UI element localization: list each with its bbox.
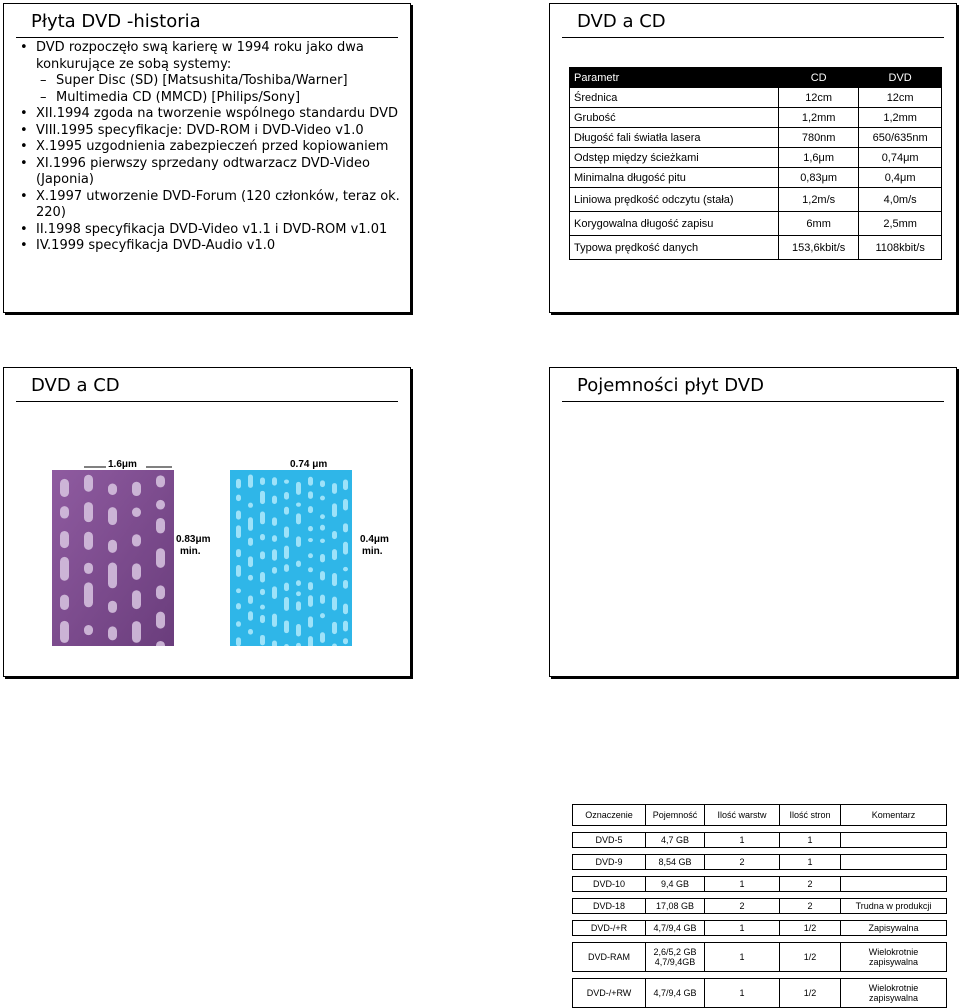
table-cell: Zapisywalna: [841, 921, 947, 936]
pit: [84, 532, 93, 550]
list-item: • X.1995 uzgodnienia zabezpieczeń przed kopiowaniem: [16, 139, 401, 156]
pit: [260, 511, 265, 524]
pit: [308, 477, 313, 486]
dvd-pits-micrograph: [230, 470, 352, 646]
pit: [248, 556, 253, 567]
pit: [132, 534, 141, 546]
table-cell: Wielokrotnie zapisywalna: [841, 943, 947, 972]
table-cell: 1: [705, 979, 780, 1008]
table-cell: DVD-10: [573, 877, 646, 892]
table-row: [573, 855, 947, 870]
pit: [284, 507, 289, 515]
cd-min-label: min.: [180, 546, 201, 557]
table-row: [573, 877, 947, 892]
pit: [296, 513, 301, 524]
pit: [260, 635, 265, 645]
pit: [60, 557, 69, 581]
pit: [308, 491, 313, 499]
table-cell: DVD-5: [573, 833, 646, 848]
pit: [308, 616, 313, 627]
pit: [308, 582, 313, 590]
pit: [236, 603, 241, 609]
pit: [343, 499, 348, 511]
slide-dvd-vs-cd-table: [549, 3, 957, 313]
table-cell: 1: [705, 921, 780, 936]
pit: [156, 585, 165, 599]
pit: [108, 507, 117, 525]
table-cell: DVD-18: [573, 899, 646, 914]
pit: [343, 604, 348, 615]
pit: [308, 526, 313, 531]
pit: [108, 563, 117, 589]
slide-dvd-history: [3, 3, 411, 313]
pit: [308, 506, 313, 513]
slide-title: DVD a CD: [577, 11, 666, 32]
table-cell: 6mm: [779, 212, 859, 236]
header-cell: Oznaczenie: [573, 805, 646, 826]
table-header-row: [573, 805, 947, 826]
pit: [320, 554, 325, 562]
table-cell: 2,5mm: [859, 212, 942, 236]
header-cell: Ilość warstw: [705, 805, 780, 826]
cd-track-pitch-label: 1.6μm: [108, 459, 137, 470]
pit: [108, 540, 117, 553]
pit: [296, 601, 301, 610]
pit: [108, 601, 117, 613]
table-cell: 1108kbit/s: [859, 236, 942, 260]
pit: [60, 595, 69, 610]
table-cell: 2: [705, 899, 780, 914]
pit: [308, 636, 313, 646]
pit: [296, 591, 301, 596]
pit: [236, 565, 241, 577]
dvd-min-label: min.: [362, 546, 383, 557]
table-cell: 17,08 GB: [646, 899, 705, 914]
pit: [272, 517, 277, 526]
table-cell: 12cm: [779, 88, 859, 108]
pit: [236, 621, 241, 627]
pit: [60, 506, 69, 518]
table-cell: 1/2: [780, 943, 841, 972]
table-cell: 1: [780, 855, 841, 870]
pit: [320, 496, 325, 501]
pit: [284, 564, 289, 572]
list-item: – Multimedia CD (MMCD) [Philips/Sony]: [16, 90, 401, 107]
capacity-table: [572, 804, 947, 1008]
pit: [296, 624, 301, 636]
pit: [320, 595, 325, 604]
table-cell: 0,4μm: [859, 168, 942, 188]
table-row: [573, 979, 947, 1008]
pit: [132, 482, 141, 496]
table-cell: Minimalna długość pitu: [570, 168, 779, 188]
pit: [236, 525, 241, 538]
pit: [343, 567, 348, 572]
table-cell: 2: [780, 899, 841, 914]
pit: [332, 597, 337, 611]
slide-pit-comparison: [3, 367, 411, 677]
pit: [236, 588, 241, 593]
pit: [248, 595, 253, 603]
table-row: [570, 168, 942, 188]
pit: [272, 614, 277, 627]
pit: [343, 580, 348, 589]
pit: [108, 626, 117, 640]
table-row: [573, 899, 947, 914]
pit: [296, 482, 301, 495]
dvd-track-pitch-label: 0.74 μm: [290, 459, 328, 470]
list-item: • DVD rozpoczęło swą karierę w 1994 roku jako dwa konkurujące ze sobą systemy:: [16, 40, 401, 73]
pit: [272, 477, 277, 485]
pit: [132, 563, 141, 579]
pit: [272, 535, 277, 542]
row-spacer: [573, 892, 947, 899]
table-cell: 1,2mm: [859, 108, 942, 128]
table-cell: Długość fali światła lasera: [570, 128, 779, 148]
cd-pits-micrograph: [52, 470, 174, 646]
pit: [248, 538, 253, 546]
row-spacer: [573, 936, 947, 943]
table-cell: [841, 855, 947, 870]
table-row: [573, 943, 947, 972]
pit: [284, 597, 289, 611]
table-cell: 12cm: [859, 88, 942, 108]
pit: [84, 502, 93, 522]
pit: [284, 583, 289, 591]
table-row: [570, 108, 942, 128]
pit: [343, 638, 348, 644]
cd-track-arrow: [84, 462, 184, 472]
table-cell: 4,7 GB: [646, 833, 705, 848]
pit: [260, 572, 265, 583]
pit: [60, 531, 69, 548]
pit: [296, 580, 301, 586]
table-row: [570, 88, 942, 108]
list-item: • II.1998 specyfikacja DVD-Video v1.1 i DVD-ROM v1.01: [16, 222, 401, 239]
pit: [236, 637, 241, 646]
slide-title: Pojemności płyt DVD: [577, 375, 764, 396]
header-cell: Parametr: [570, 68, 779, 88]
title-underline: [16, 37, 398, 38]
table-cell: Średnica: [570, 88, 779, 108]
row-spacer: [573, 972, 947, 979]
pit: [308, 538, 313, 542]
pit: [332, 503, 337, 517]
list-item: • VIII.1995 specyfikacje: DVD-ROM i DVD-Video v1.0: [16, 123, 401, 140]
table-cell: 1/2: [780, 921, 841, 936]
row-spacer: [573, 870, 947, 877]
pit: [236, 549, 241, 557]
table-cell: 4,7/9,4 GB: [646, 921, 705, 936]
pit: [236, 495, 241, 501]
pit: [296, 503, 301, 507]
table-row: [573, 833, 947, 848]
pit: [284, 527, 289, 538]
pit: [332, 573, 337, 586]
pit: [156, 518, 165, 533]
table-cell: 1: [705, 877, 780, 892]
table-cell: 153,6kbit/s: [779, 236, 859, 260]
table-cell: 4,0m/s: [859, 188, 942, 212]
history-bullet-list: [16, 40, 401, 255]
pit: [272, 496, 277, 504]
pit: [260, 589, 265, 595]
table-row: [570, 128, 942, 148]
pit: [296, 561, 301, 567]
list-item: • XI.1996 pierwszy sprzedany odtwarzacz DVD-Video (Japonia): [16, 156, 401, 189]
pit: [156, 548, 165, 568]
pit: [260, 615, 265, 623]
table-cell: 1,2m/s: [779, 188, 859, 212]
pit: [320, 539, 325, 543]
table-cell: 9,4 GB: [646, 877, 705, 892]
pit: [84, 625, 93, 635]
pit: [332, 531, 337, 539]
pit: [296, 536, 301, 547]
table-cell: DVD-9: [573, 855, 646, 870]
list-item: • X.1997 utworzenie DVD-Forum (120 członków, teraz ok. 220): [16, 189, 401, 222]
table-row: [570, 188, 942, 212]
table-cell: Wielokrotnie zapisywalna: [841, 979, 947, 1008]
pit: [60, 479, 69, 497]
pit: [248, 629, 253, 635]
pit: [132, 621, 141, 643]
title-underline: [16, 401, 398, 402]
pit: [343, 480, 348, 491]
pit: [248, 475, 253, 488]
pit: [156, 500, 165, 510]
pit: [320, 571, 325, 580]
slide-dvd-capacity: [549, 367, 957, 1003]
header-cell: CD: [779, 68, 859, 88]
pit: [272, 567, 277, 574]
pit: [236, 511, 241, 520]
pit: [156, 612, 165, 629]
table-cell: 1,2mm: [779, 108, 859, 128]
pit: [343, 523, 348, 532]
table-cell: 1: [780, 833, 841, 848]
pit: [284, 480, 289, 484]
title-underline: [562, 401, 944, 402]
table-cell: 1/2: [780, 979, 841, 1008]
table-cell: 8,54 GB: [646, 855, 705, 870]
pit: [332, 622, 337, 634]
pit: [320, 480, 325, 487]
row-spacer: [573, 826, 947, 833]
pit: [320, 525, 325, 531]
table-cell: 1: [705, 833, 780, 848]
table-cell: [841, 877, 947, 892]
pit: [260, 551, 265, 559]
table-row: [570, 212, 942, 236]
comparison-table: [569, 67, 942, 260]
list-item: – Super Disc (SD) [Matsushita/Toshiba/Warner]: [16, 73, 401, 90]
cd-pit-length-label: 0.83μm: [176, 534, 211, 545]
pit: [84, 582, 93, 607]
table-cell: Trudna w produkcji: [841, 899, 947, 914]
pit: [260, 478, 265, 486]
table-cell: 2: [705, 855, 780, 870]
table-cell: Liniowa prędkość odczytu (stała): [570, 188, 779, 212]
pit: [84, 475, 93, 492]
table-row: [570, 236, 942, 260]
pit: [343, 621, 348, 632]
pit: [320, 632, 325, 643]
table-cell: [841, 833, 947, 848]
slide-title: Płyta DVD -historia: [31, 11, 201, 32]
pit: [60, 621, 69, 643]
pit: [332, 483, 337, 494]
pit: [284, 492, 289, 500]
pit: [284, 620, 289, 633]
table-cell: 1,6μm: [779, 148, 859, 168]
pit: [248, 611, 253, 620]
pit: [320, 613, 325, 618]
pit: [260, 534, 265, 540]
pit: [236, 479, 241, 489]
row-spacer: [573, 848, 947, 855]
table-header-row: [570, 68, 942, 88]
pit: [260, 605, 265, 610]
table-cell: DVD-RAM: [573, 943, 646, 972]
title-underline: [562, 37, 944, 38]
table-cell: 2: [780, 877, 841, 892]
row-spacer: [573, 914, 947, 921]
pit: [272, 549, 277, 560]
pit: [260, 491, 265, 504]
table-cell: Korygowalna długość zapisu: [570, 212, 779, 236]
pit: [248, 575, 253, 581]
table-cell: 650/635nm: [859, 128, 942, 148]
dvd-pit-length-label: 0.4μm: [360, 534, 389, 545]
header-cell: Ilość stron: [780, 805, 841, 826]
header-cell: Pojemność: [646, 805, 705, 826]
table-cell: DVD-/+RW: [573, 979, 646, 1008]
pit: [248, 503, 253, 508]
pit: [308, 567, 313, 572]
table-cell: Odstęp między ścieżkami: [570, 148, 779, 168]
list-item: • XII.1994 zgoda na tworzenie wspólnego standardu DVD: [16, 106, 401, 123]
pit: [343, 542, 348, 555]
pit: [248, 517, 253, 531]
table-cell: 2,6/5,2 GB 4,7/9,4GB: [646, 943, 705, 972]
table-cell: 0,74μm: [859, 148, 942, 168]
pit: [320, 514, 325, 519]
list-item: • IV.1999 specyfikacja DVD-Audio v1.0: [16, 238, 401, 255]
header-cell: Komentarz: [841, 805, 947, 826]
pit: [132, 590, 141, 609]
table-row: [570, 148, 942, 168]
table-cell: 0,83μm: [779, 168, 859, 188]
pit: [156, 475, 165, 487]
header-cell: DVD: [859, 68, 942, 88]
table-cell: DVD-/+R: [573, 921, 646, 936]
table-cell: Grubość: [570, 108, 779, 128]
table-cell: 4,7/9,4 GB: [646, 979, 705, 1008]
pit: [332, 549, 337, 560]
pit: [272, 641, 277, 646]
pit: [284, 546, 289, 560]
pit: [132, 508, 141, 517]
pit: [308, 595, 313, 607]
pit: [308, 553, 313, 558]
table-row: [573, 921, 947, 936]
pit: [272, 586, 277, 599]
pit: [84, 563, 93, 574]
table-cell: 780nm: [779, 128, 859, 148]
pit: [108, 484, 117, 495]
slide-title: DVD a CD: [31, 375, 120, 396]
table-cell: 1: [705, 943, 780, 972]
table-cell: Typowa prędkość danych: [570, 236, 779, 260]
